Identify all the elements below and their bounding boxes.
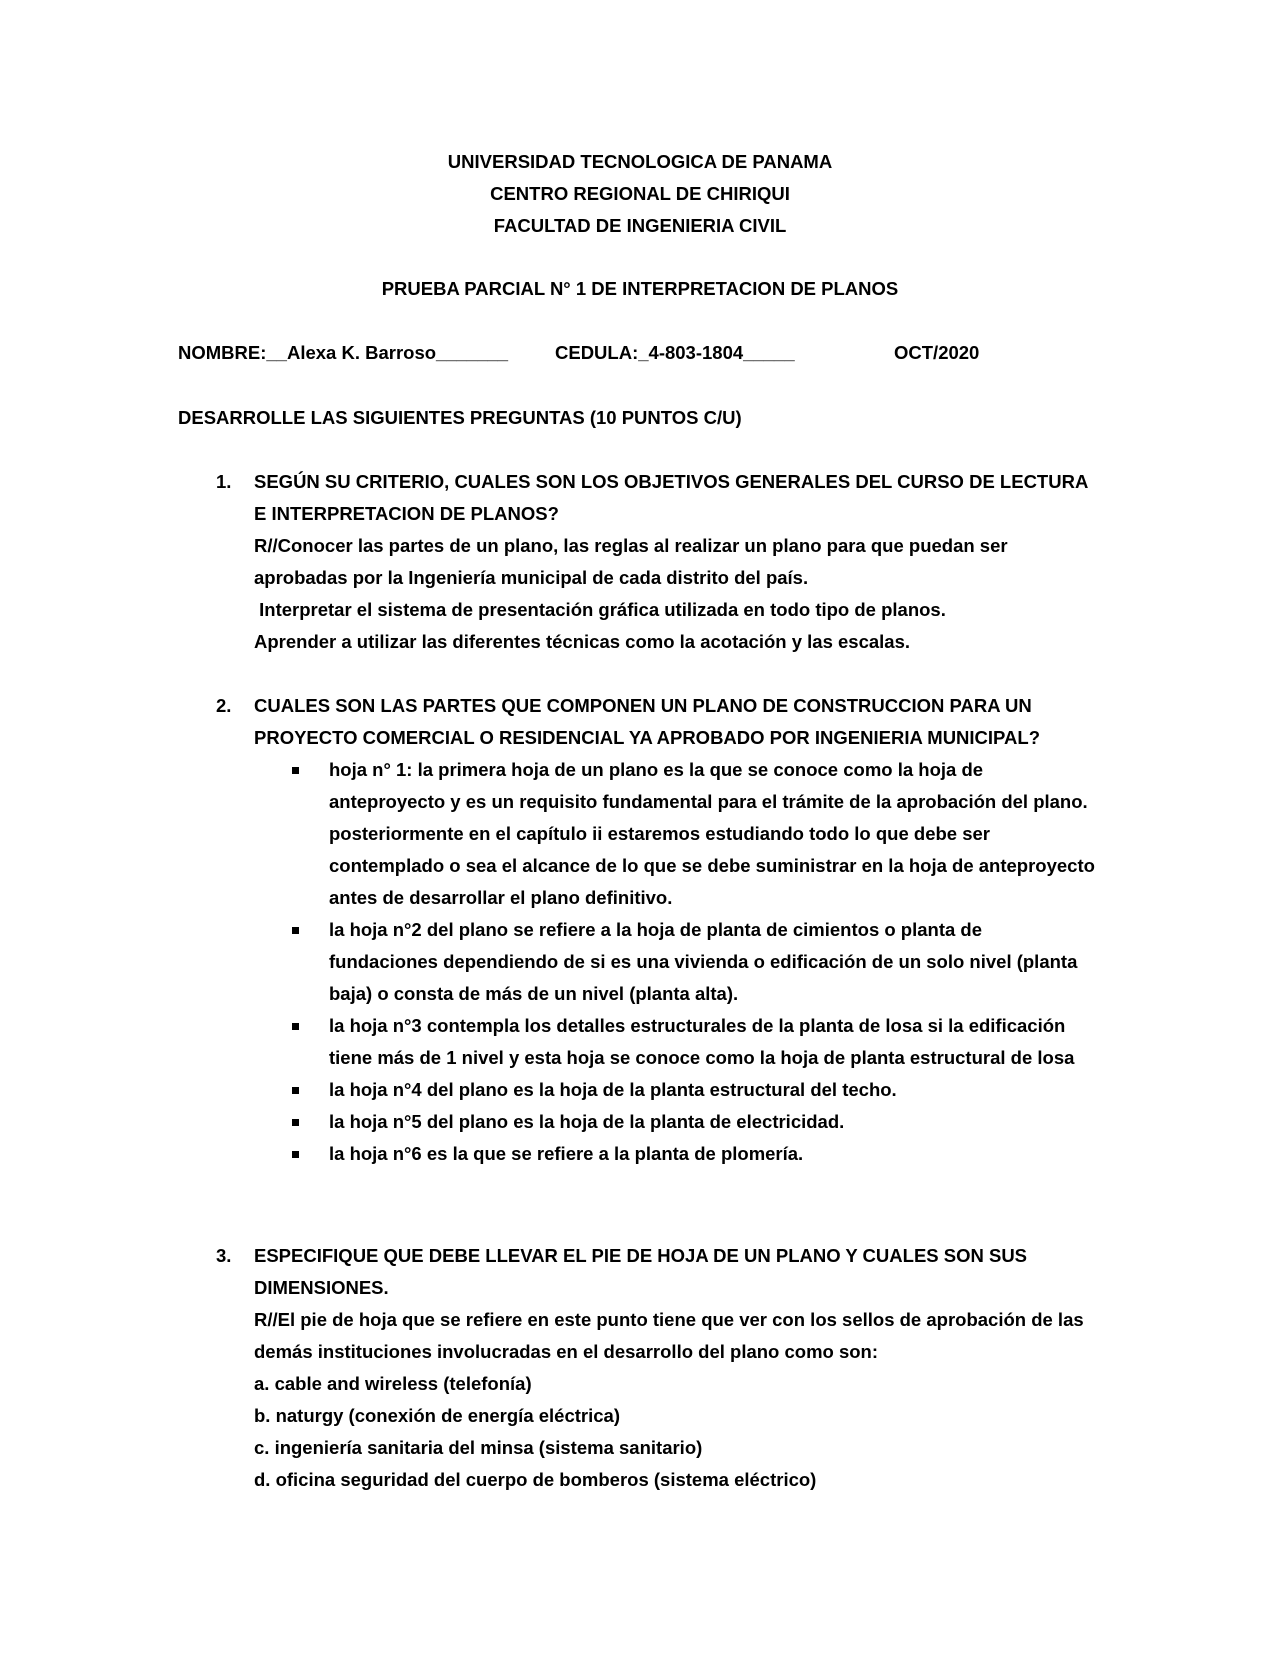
bullet-icon	[292, 767, 299, 774]
exam-title: PRUEBA PARCIAL N° 1 DE INTERPRETACION DE PLANOS	[381, 278, 899, 299]
bullet-icon	[292, 927, 299, 934]
bullet-icon	[292, 1087, 299, 1094]
cedula-field: CEDULA:_4-803-1804_____	[555, 342, 795, 363]
answer-line: R//Conocer las partes de un plano, las reglas al realizar un plano para que puedan ser aprobadas por la Ingeniería municipal de cada distrito del país.	[254, 535, 1008, 588]
answer-line: c. ingeniería sanitaria del minsa (sistema sanitario)	[254, 1437, 703, 1458]
answer-line: b. naturgy (conexión de energía eléctrica)	[254, 1405, 620, 1426]
sheet-list	[216, 754, 1096, 1170]
list-item: la hoja n°5 del plano es la hoja de la planta de electricidad.	[329, 1106, 1096, 1138]
question-3	[216, 1240, 1096, 1496]
question-number: 2.	[216, 695, 232, 716]
question-number: 1.	[216, 471, 232, 492]
list-item: hoja n° 1: la primera hoja de un plano es la que se conoce como la hoja de anteproyecto y es un requisito fundamental para el trámite de la aprobación del plano. posteriormente en el capítulo ii estaremos estudiando todo lo que debe ser contemplado o sea el alcance de lo que se debe suministrar en la hoja de anteproyecto antes de desarrollar el plano definitivo.	[329, 754, 1096, 914]
list-item: la hoja n°3 contempla los detalles estructurales de la planta de losa si la edificación tiene más de 1 nivel y esta hoja se conoce como la hoja de planta estructural de losa	[329, 1010, 1096, 1074]
instructions: DESARROLLE LAS SIGUIENTES PREGUNTAS (10 PUNTOS C/U)	[178, 407, 742, 428]
question-text: CUALES SON LAS PARTES QUE COMPONEN UN PLANO DE CONSTRUCCION PARA UN PROYECTO COMERCIAL O RESIDENCIAL YA APROBADO POR INGENIERIA MUNICIPAL?	[254, 695, 1040, 748]
university-name: UNIVERSIDAD TECNOLOGICA DE PANAMA	[447, 151, 833, 172]
answer-line: a. cable and wireless (telefonía)	[254, 1373, 532, 1394]
regional-center: CENTRO REGIONAL DE CHIRIQUI	[490, 183, 790, 204]
question-number: 3.	[216, 1245, 232, 1266]
list-item: la hoja n°4 del plano es la hoja de la planta estructural del techo.	[329, 1074, 1096, 1106]
faculty-name: FACULTAD DE INGENIERIA CIVIL	[493, 215, 787, 236]
question-text: ESPECIFIQUE QUE DEBE LLEVAR EL PIE DE HOJA DE UN PLANO Y CUALES SON SUS DIMENSIONES.	[254, 1245, 1028, 1298]
student-name-field: NOMBRE:__Alexa K. Barroso_______	[178, 342, 509, 363]
question-2	[216, 690, 1096, 1170]
bullet-icon	[292, 1119, 299, 1126]
exam-date: OCT/2020	[894, 342, 980, 363]
bullet-icon	[292, 1023, 299, 1030]
answer-line: Interpretar el sistema de presentación gráfica utilizada en todo tipo de planos.	[254, 599, 946, 620]
answer-line: Aprender a utilizar las diferentes técnicas como la acotación y las escalas.	[254, 631, 911, 652]
list-item: la hoja n°6 es la que se refiere a la planta de plomería.	[329, 1138, 1096, 1170]
answer-line: d. oficina seguridad del cuerpo de bomberos (sistema eléctrico)	[254, 1469, 817, 1490]
answer-line: R//El pie de hoja que se refiere en este punto tiene que ver con los sellos de aprobación de las demás instituciones involucradas en el desarrollo del plano como son:	[254, 1309, 1084, 1362]
list-item: la hoja n°2 del plano se refiere a la hoja de planta de cimientos o planta de fundaciones dependiendo de si es una vivienda o edificación de un solo nivel (planta baja) o consta de más de un nivel (planta alta).	[329, 914, 1096, 1010]
question-1	[216, 466, 1096, 658]
bullet-icon	[292, 1151, 299, 1158]
question-text: SEGÚN SU CRITERIO, CUALES SON LOS OBJETIVOS GENERALES DEL CURSO DE LECTURA E INTERPRETACION DE PLANOS?	[254, 471, 1088, 524]
